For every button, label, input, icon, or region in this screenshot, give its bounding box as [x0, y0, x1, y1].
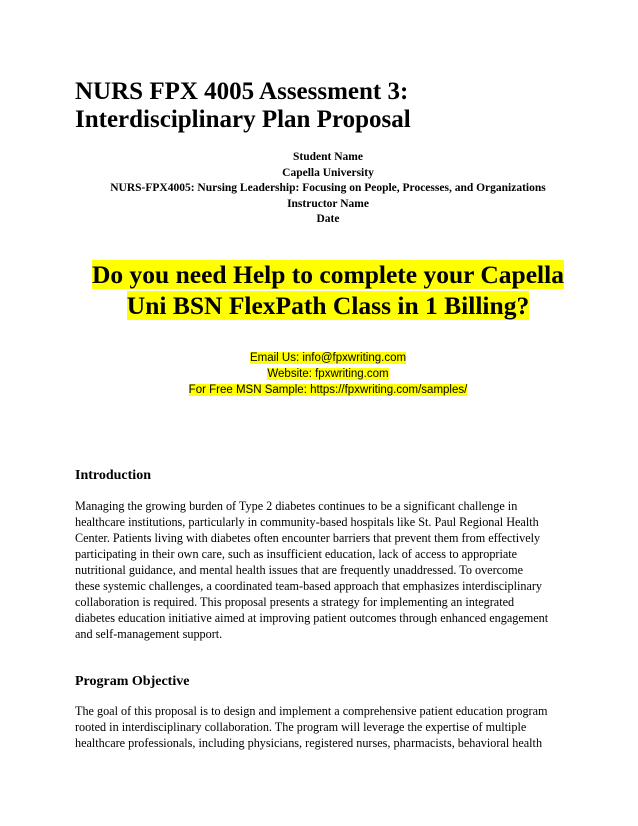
section-heading-introduction: Introduction [75, 468, 151, 483]
introduction-paragraph [75, 498, 567, 642]
date: Date [316, 213, 340, 225]
title-line: Interdisciplinary Plan Proposal [75, 106, 411, 133]
instructor-name: Instructor Name [287, 197, 369, 210]
university-name: Capella University [282, 166, 374, 179]
promo-line: Uni BSN FlexPath Class in 1 Billing? [126, 291, 530, 320]
program-objective-paragraph [75, 703, 567, 751]
paragraph-line: healthcare professionals, including physicians, registered nurses, pharmacists, behavioral health [75, 736, 543, 750]
contact-website[interactable]: Website: fpxwriting.com [267, 368, 389, 380]
paragraph-line: rooted in interdisciplinary collaboration. The program will leverage the expertise of multiple [75, 720, 527, 734]
promo-banner [60, 259, 596, 321]
paragraph-line: and self-management support. [75, 627, 223, 641]
promo-line: Do you need Help to complete your Capella [92, 260, 564, 289]
document-title [75, 78, 595, 134]
paragraph-line: these systemic challenges, a coordinated team-based approach that emphasizes interdisciplinary [75, 579, 543, 593]
contact-sample-link[interactable]: For Free MSN Sample: https://fpxwriting.com/samples/ [188, 384, 468, 396]
paragraph-line: collaboration is required. This proposal presents a strategy for implementing an integrated [75, 595, 515, 609]
paragraph-line: diabetes education initiative aimed at improving patient outcomes through enhanced engagement [75, 611, 549, 625]
paragraph-line: Managing the growing burden of Type 2 diabetes continues to be a significant challenge in [75, 499, 518, 513]
title-page-meta [60, 150, 596, 228]
student-name: Student Name [293, 151, 363, 163]
paragraph-line: The goal of this proposal is to design and implement a comprehensive patient education program [75, 704, 548, 718]
contact-email[interactable]: Email Us: info@fpxwriting.com [249, 352, 407, 364]
paragraph-line: nutritional guidance, and mental health issues that are frequently unaddressed. To overcome [75, 563, 524, 577]
section-heading-program-objective: Program Objective [75, 674, 190, 689]
title-line: NURS FPX 4005 Assessment 3: [75, 78, 409, 105]
contact-block [60, 350, 596, 398]
course-name: NURS-FPX4005: Nursing Leadership: Focusing on People, Processes, and Organizations [110, 182, 546, 194]
paragraph-line: Center. Patients living with diabetes often encounter barriers that prevent them from effectively [75, 531, 541, 545]
paragraph-line: healthcare institutions, particularly in community-based hospitals like St. Paul Regional Health [75, 515, 539, 529]
paragraph-line: participating in their own care, such as insufficient education, lack of access to appropriate [75, 547, 518, 561]
